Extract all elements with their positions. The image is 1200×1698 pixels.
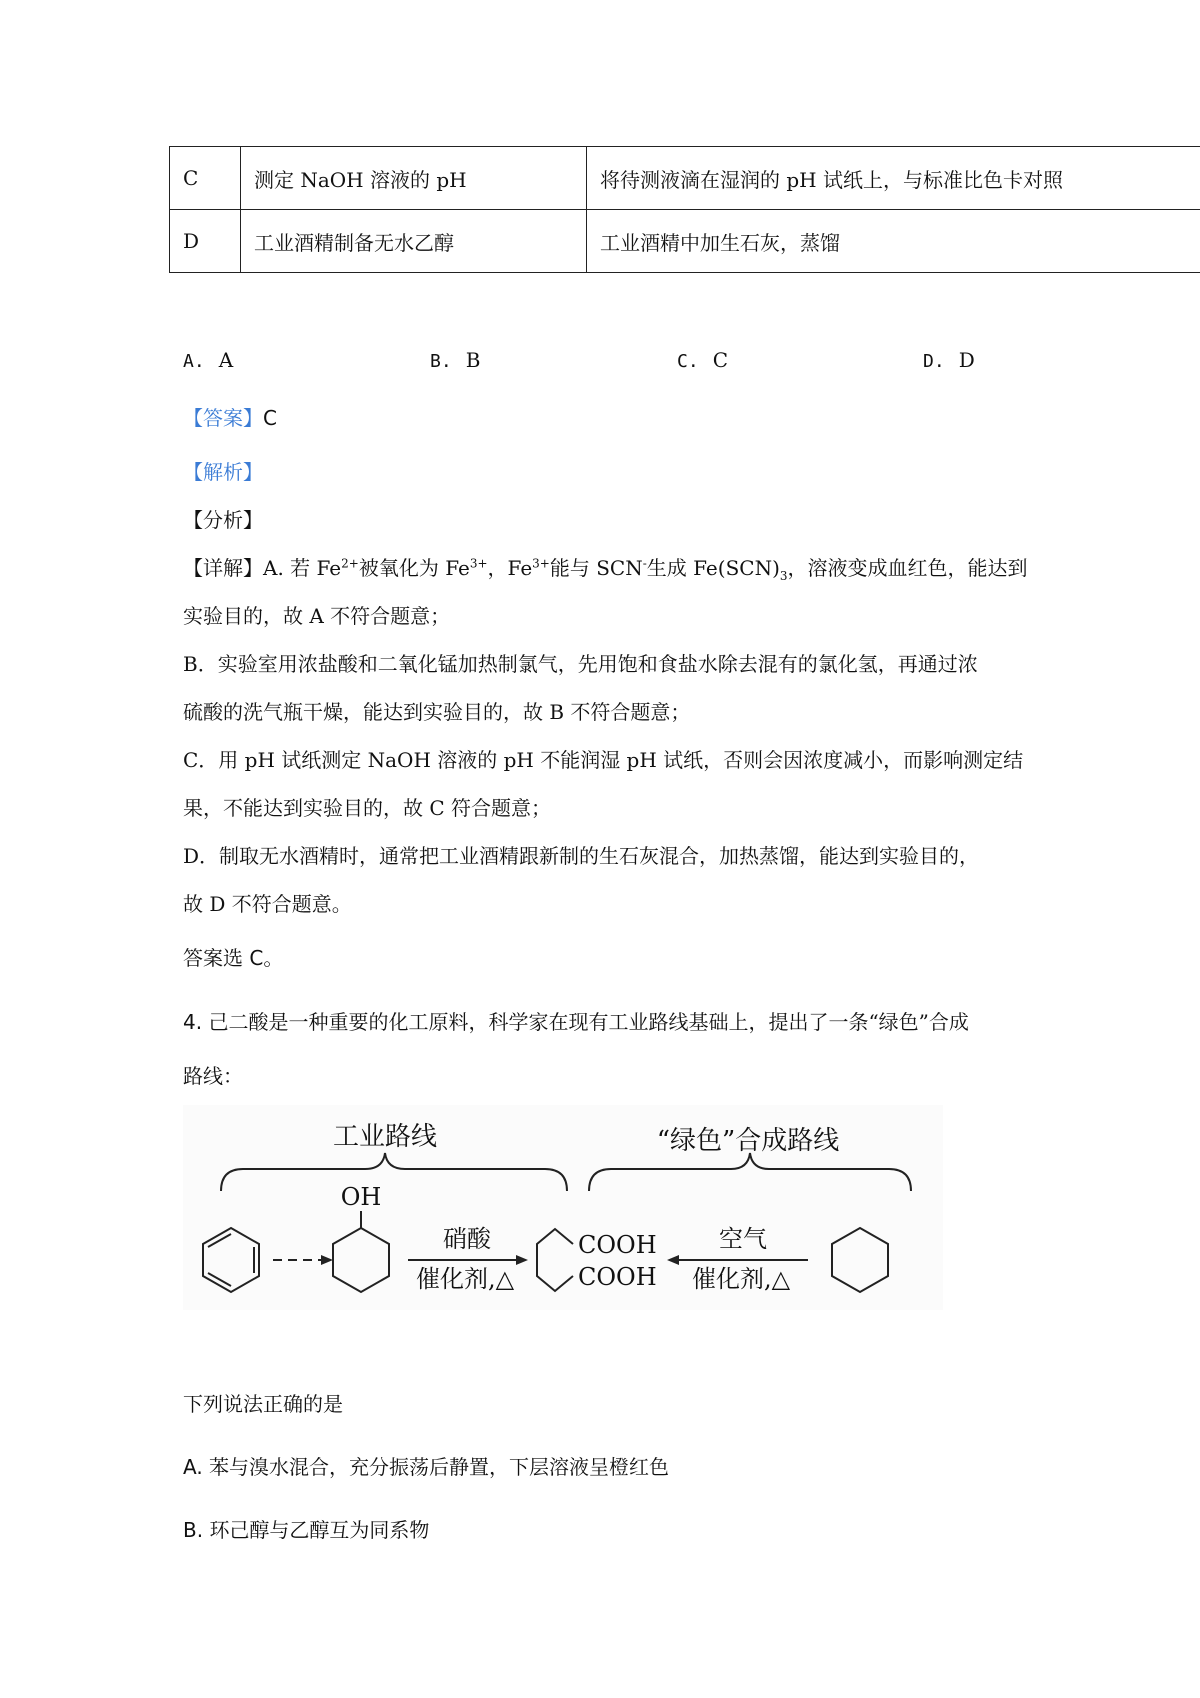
cyclohexane-structure bbox=[832, 1228, 888, 1292]
question-4-line2: 路线： bbox=[183, 1064, 243, 1088]
answer-line bbox=[183, 403, 1043, 433]
catalyst-heat-label-1: 催化剂,△ bbox=[415, 1265, 515, 1293]
q4-prompt: 下列说法正确的是 bbox=[183, 1392, 343, 1416]
adipic-acid-structure bbox=[537, 1229, 573, 1291]
detail-a-line1: 【详解】A. 若 $Fe^{2+}$被氧化为 $Fe^{3+}$，$Fe^{3+}$能与 SCN-生成 $Fe(SCN)_3$，溶液变成血红色，能达到 bbox=[183, 556, 1028, 583]
detail-d-line2: 故 D 不符合题意。 bbox=[183, 892, 352, 916]
carboxyl-group-bottom: COOH bbox=[578, 1263, 657, 1291]
q3-options bbox=[183, 348, 1083, 378]
analysis-tag: 【解析】 bbox=[183, 460, 263, 484]
industrial-brace bbox=[221, 1153, 567, 1191]
option-d: D. D bbox=[923, 348, 975, 372]
row-purpose: 工业酒精制备无水乙醇 bbox=[241, 210, 587, 273]
detail-c-line1: C．用 pH 试纸测定 NaOH 溶液的 pH 不能润湿 pH 试纸，否则会因浓度减小，而影响测定结 bbox=[183, 748, 1024, 772]
q4-option-b: B. 环己醇与乙醇互为同系物 bbox=[183, 1518, 430, 1542]
row-method: 工业酒精中加生石灰，蒸馏 bbox=[587, 210, 1200, 273]
dashed-arrow bbox=[273, 1255, 333, 1265]
option-c: C. C bbox=[677, 348, 728, 372]
question-4-line1: 4. 己二酸是一种重要的化工原料，科学家在现有工业路线基础上，提出了一条“绿色”合成 bbox=[183, 1010, 969, 1034]
row-label: C bbox=[170, 147, 241, 210]
experiment-table bbox=[169, 146, 1200, 273]
detail-b-line2: 硫酸的洗气瓶干燥，能达到实验目的，故 B 不符合题意； bbox=[183, 700, 691, 724]
row-method: 将待测液滴在湿润的 pH 试纸上，与标准比色卡对照 bbox=[587, 147, 1200, 210]
detail-d-line1: D．制取无水酒精时，通常把工业酒精跟新制的生石灰混合，加热蒸馏，能达到实验目的， bbox=[183, 844, 980, 868]
industrial-route-label: 工业路线 bbox=[332, 1122, 438, 1152]
reaction-arrow-2 bbox=[667, 1255, 808, 1265]
option-b: B. B bbox=[430, 348, 481, 372]
answer-value: C bbox=[263, 406, 277, 430]
table-row bbox=[170, 147, 1200, 210]
synthesis-diagram bbox=[183, 1105, 943, 1310]
green-brace bbox=[589, 1153, 911, 1191]
option-a: A. A bbox=[183, 348, 234, 372]
question-number: 4. bbox=[183, 1010, 203, 1034]
fenxi-tag: 【分析】 bbox=[183, 508, 263, 532]
carboxyl-group-top: COOH bbox=[578, 1231, 657, 1259]
oh-label: OH bbox=[340, 1183, 382, 1211]
q4-option-a: A. 苯与溴水混合，充分振荡后静置，下层溶液呈橙红色 bbox=[183, 1455, 670, 1479]
detail-c-line2: 果，不能达到实验目的，故 C 符合题意； bbox=[183, 796, 552, 820]
detail-b-line1: B．实验室用浓盐酸和二氧化锰加热制氯气，先用饱和食盐水除去混有的氯化氢，再通过浓 bbox=[183, 652, 978, 676]
row-purpose: 测定 NaOH 溶液的 pH bbox=[241, 147, 587, 210]
reaction-arrow-1 bbox=[408, 1255, 528, 1265]
catalyst-heat-label-2: 催化剂,△ bbox=[691, 1265, 791, 1293]
synthesis-route-figure bbox=[183, 1105, 943, 1310]
table-row bbox=[170, 210, 1200, 273]
reagent-air: 空气 bbox=[719, 1225, 767, 1253]
green-route-label: “绿色”合成路线 bbox=[656, 1126, 840, 1156]
benzene-structure bbox=[203, 1228, 259, 1292]
detail-a-line2: 实验目的，故 A 不符合题意； bbox=[183, 604, 451, 628]
cyclohexanol-structure bbox=[333, 1211, 389, 1292]
final-answer: 答案选 C。 bbox=[183, 946, 284, 970]
answer-tag: 【答案】 bbox=[183, 406, 263, 430]
reagent-nitric-acid: 硝酸 bbox=[443, 1225, 491, 1253]
row-label: D bbox=[170, 210, 241, 273]
